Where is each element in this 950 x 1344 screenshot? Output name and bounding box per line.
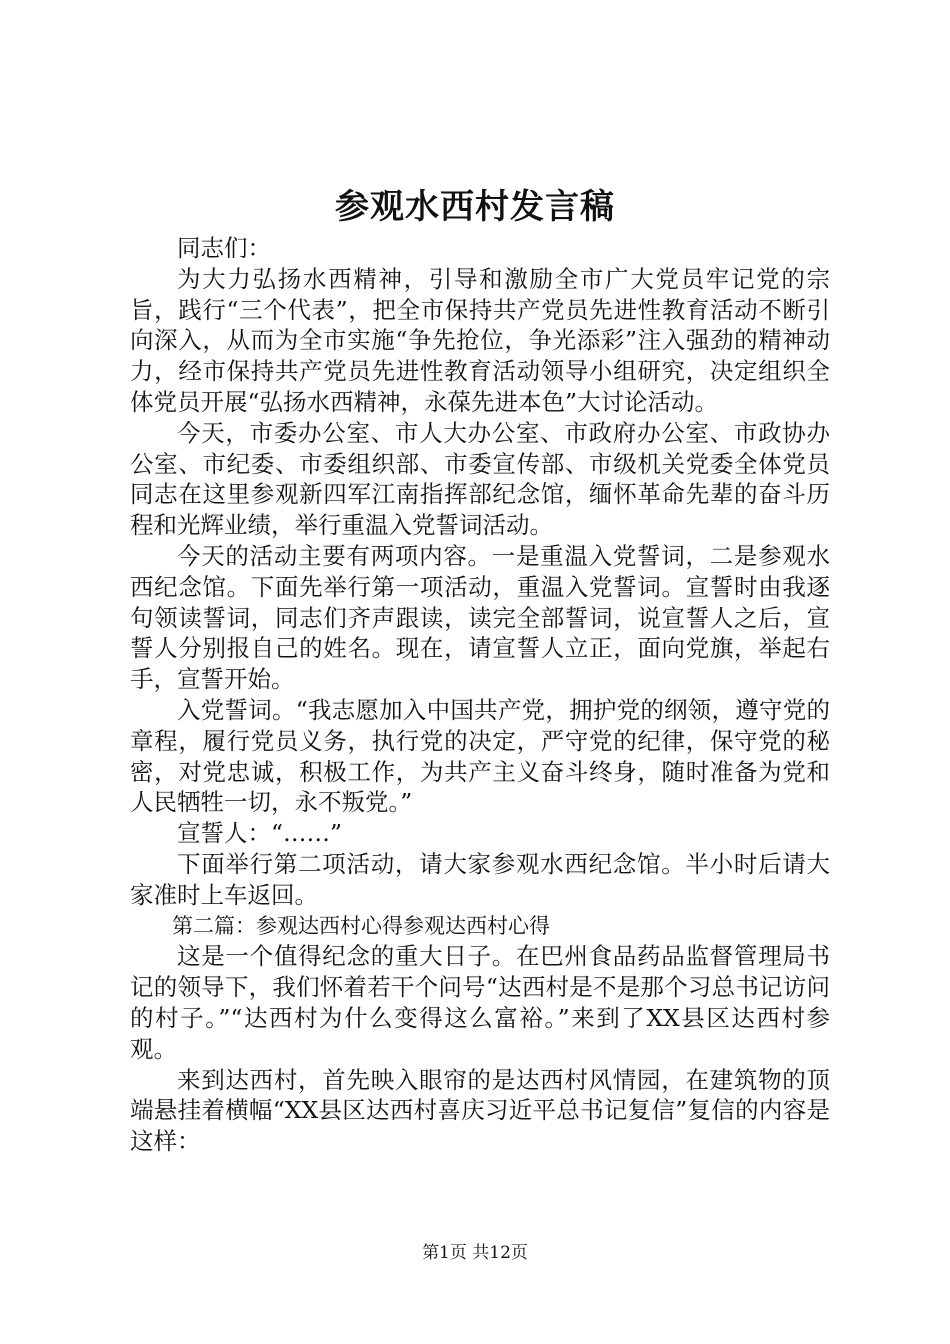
page-number-footer: 第1页 共12页 (422, 1243, 528, 1263)
body-paragraph: 为大力弘扬水西精神，引导和激励全市广大党员牢记党的宗旨，践行“三个代表”，把全市保持共产党员先进性教育活动不断引向深入，从而为全市实施“争先抢位，争光添彩”注入强劲的精神动力，经市保持共产党员先进性教育活动领导小组研究，决定组织全体党员开展“弘扬水西精神，永葆先进本色”大讨论活动。 (130, 264, 830, 416)
body-paragraph: 这是一个值得纪念的重大日子。在巴州食品药品监督管理局书记的领导下，我们怀着若干个问号“达西村是不是那个习总书记访问的村子。”“达西村为什么变得这么富裕。”来到了XX县区达西村参观。 (130, 942, 830, 1063)
section-heading-paragraph: 第二篇：参观达西村心得参观达西村心得 (172, 913, 550, 938)
body-paragraph: 下面举行第二项活动，请大家参观水西纪念馆。半小时后请大家准时上车返回。 (130, 849, 830, 909)
oath-paragraph: 入党誓词。“我志愿加入中国共产党，拥护党的纲领，遵守党的章程，履行党员义务，执行党的决定，严守党的纪律，保守党的秘密，对党忠诚，积极工作，为共产主义奋斗终身，随时准备为党和人民牺牲一切，永不叛党。” (130, 695, 830, 817)
document-body (130, 233, 830, 1157)
body-paragraph: 今天，市委办公室、市人大办公室、市政府办公室、市政协办公室、市纪委、市委组织部、市委宣传部、市级机关党委全体党员同志在这里参观新四军江南指挥部纪念馆，缅怀革命先辈的奋斗历程和光辉业绩，举行重温入党誓词活动。 (130, 418, 830, 540)
salutation-paragraph: 同志们： (177, 234, 271, 262)
document-title: 参观水西村发言稿 (335, 187, 615, 227)
body-paragraph: 来到达西村，首先映入眼帘的是达西村风情园，在建筑物的顶端悬挂着横幅“XX县区达西村喜庆习近平总书记复信”复信的内容是这样： (130, 1065, 830, 1156)
body-paragraph: 今天的活动主要有两项内容。一是重温入党誓词，二是参观水西纪念馆。下面先举行第一项活动，重温入党誓词。宣誓时由我逐句领读誓词，同志们齐声跟读，读完全部誓词，说宣誓人之后，宣誓人分别报自己的姓名。现在，请宣誓人立正，面向党旗，举起右手，宣誓开始。 (130, 541, 830, 694)
oath-taker-paragraph: 宣誓人：“……” (177, 819, 343, 848)
